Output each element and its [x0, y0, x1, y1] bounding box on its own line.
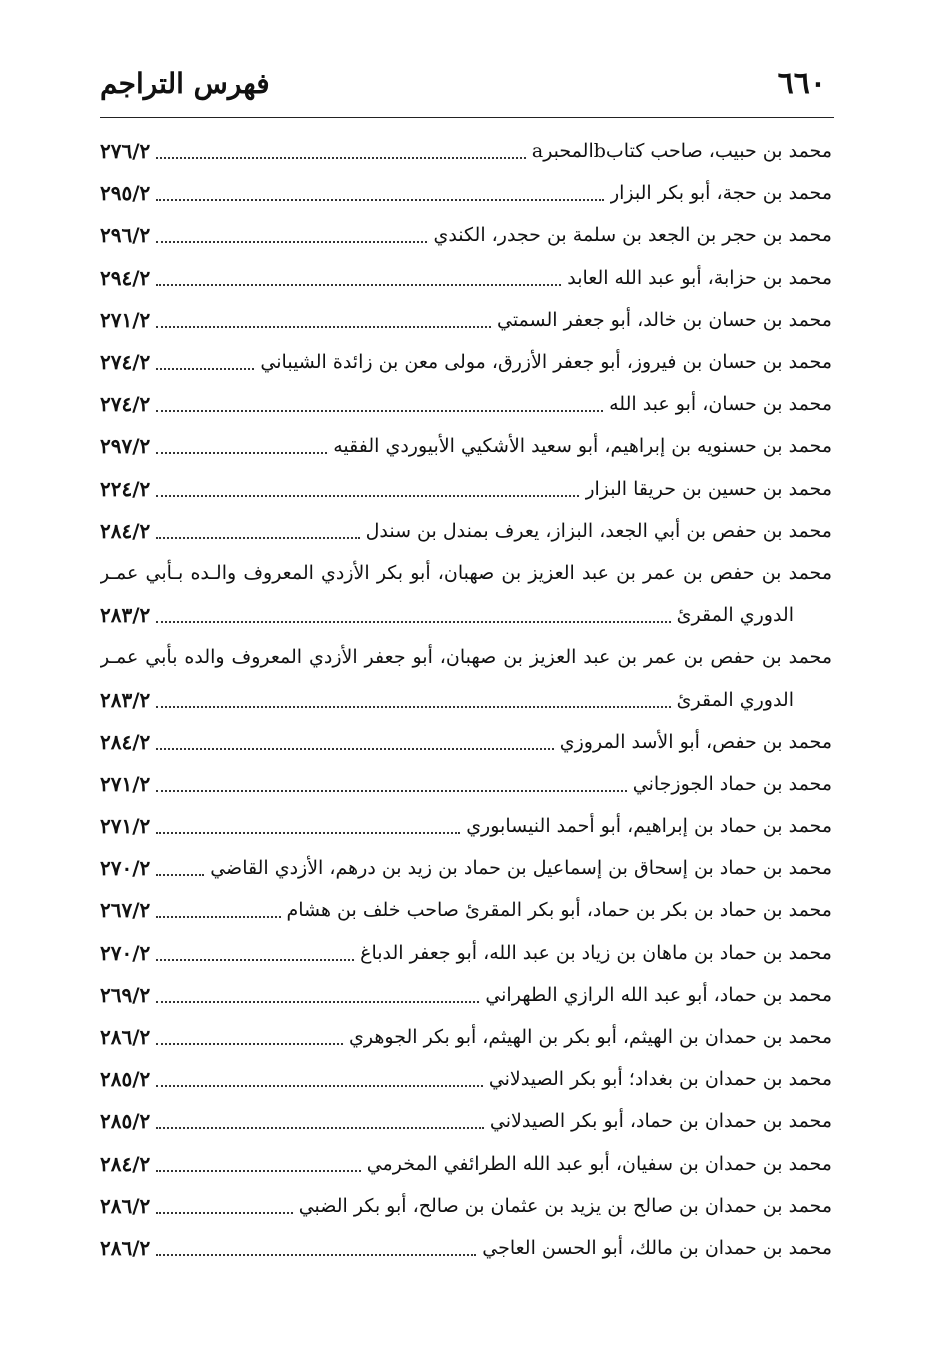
entry-name: محمد بن حجة، أبو بكر البزار	[609, 182, 832, 205]
index-entry	[100, 510, 832, 552]
page-header	[100, 58, 826, 108]
entry-name: محمد بن حمدان بن صالح بن يزيد بن عثمان بن صالح، أبو بكر الضبي	[298, 1194, 832, 1217]
entry-name: محمد بن حسان بن فيروز، أبو جعفر الأزرق، مولى معن بن زائدة الشيباني	[260, 351, 832, 374]
dot-leader	[156, 284, 561, 286]
dot-leader	[156, 326, 491, 328]
index-entry	[100, 805, 832, 847]
dot-leader	[156, 410, 603, 412]
index-entry	[100, 468, 832, 510]
index-entry	[100, 383, 832, 425]
index-entry	[100, 1058, 832, 1100]
volume-page-reference: ٢٦٧/٢	[100, 898, 151, 923]
volume-page-reference: ٢٨٦/٢	[100, 1193, 151, 1218]
entry-name: محمد بن حماد بن إبراهيم، أبو أحمد النيسابوري	[466, 815, 832, 838]
dot-leader	[156, 495, 579, 497]
dot-leader	[156, 959, 354, 961]
entry-name: محمد بن حسنويه بن إبراهيم، أبو سعيد الأشكيي الأبيوردي الفقيه	[333, 435, 832, 458]
index-entry	[100, 763, 832, 805]
volume-page-reference: ٢٩٥/٢	[100, 181, 151, 206]
index-entry	[100, 1143, 832, 1185]
entry-name: محمد بن حزابة، أبو عبد الله العابد	[567, 266, 832, 289]
index-entry	[100, 214, 832, 256]
dot-leader	[156, 1043, 343, 1045]
dot-leader	[156, 157, 526, 159]
volume-page-reference: ٢٧١/٢	[100, 771, 151, 796]
dot-leader	[156, 1254, 476, 1256]
index-entry	[100, 172, 832, 214]
entry-name: محمد بن حماد الجوزجاني	[632, 772, 832, 795]
index-entry	[100, 425, 832, 467]
entry-continuation	[100, 678, 832, 720]
index-entry	[100, 974, 832, 1016]
index-entry	[100, 341, 832, 383]
volume-page-reference: ٢٧٠/٢	[100, 940, 151, 965]
volume-page-reference: ٢٧٠/٢	[100, 856, 151, 881]
dot-leader	[156, 874, 204, 876]
volume-page-reference: ٢٩٤/٢	[100, 265, 151, 290]
index-entry	[100, 932, 832, 974]
volume-page-reference: ٢٩٦/٢	[100, 223, 151, 248]
volume-page-reference: ٢٢٤/٢	[100, 476, 151, 501]
index-entry	[100, 889, 832, 931]
volume-page-reference: ٢٨٥/٢	[100, 1109, 151, 1134]
dot-leader	[156, 706, 670, 708]
entry-name: محمد بن حماد بن بكر بن حماد، أبو بكر المقرئ صاحب خلف بن هشام	[286, 899, 832, 922]
entry-continuation	[100, 594, 832, 636]
entry-name: محمد بن حماد، أبو عبد الله الرازي الطهراني	[485, 983, 832, 1006]
entry-name: محمد بن حبيب، صاحب كتابbالمحبرa	[531, 140, 832, 163]
entry-name: محمد بن حفص بن أبي الجعد، البزاز، يعرف بمندل بن سندل	[365, 519, 832, 542]
dot-leader	[156, 452, 327, 454]
entry-name: محمد بن حسان بن خالد، أبو جعفر السمتي	[496, 308, 832, 331]
dot-leader	[156, 1127, 484, 1129]
entry-name-line2: الدوري المقرئ	[676, 688, 794, 711]
entry-name: محمد بن حسان، أبو عبد الله	[609, 393, 832, 416]
entry-name: محمد بن حمدان بن حماد، أبو بكر الصيدلاني	[489, 1110, 832, 1133]
volume-page-reference: ٢٧٤/٢	[100, 350, 151, 375]
index-entry	[100, 257, 832, 299]
volume-page-reference: ٢٨٤/٢	[100, 518, 151, 543]
index-entry	[100, 299, 832, 341]
volume-page-reference: ٢٧٤/٢	[100, 392, 151, 417]
dot-leader	[156, 916, 280, 918]
header-divider	[100, 117, 834, 118]
dot-leader	[156, 1170, 360, 1172]
volume-page-reference: ٢٩٧/٢	[100, 434, 151, 459]
entry-name: محمد بن حمدان بن الهيثم، أبو بكر بن الهيثم، أبو بكر الجوهري	[349, 1026, 832, 1049]
entry-name: محمد بن حماد بن ماهان بن زياد بن عبد الله، أبو جعفر الدباغ	[360, 941, 832, 964]
page-title: فهرس التراجم	[100, 66, 270, 100]
volume-page-reference: ٢٧١/٢	[100, 814, 151, 839]
dot-leader	[156, 537, 359, 539]
entry-name: محمد بن حسين بن حريقا البزار	[585, 477, 832, 500]
index-entry-multiline	[100, 552, 832, 636]
index-entry	[100, 1016, 832, 1058]
index-entry	[100, 1227, 832, 1269]
dot-leader	[156, 832, 460, 834]
dot-leader	[156, 621, 670, 623]
entry-name: محمد بن حمدان بن سفيان، أبو عبد الله الطرائفي المخرمي	[366, 1152, 832, 1175]
entry-name: محمد بن حمدان بن مالك، أبو الحسن العاجي	[482, 1236, 832, 1259]
index-entry	[100, 130, 832, 172]
entry-name-line2: الدوري المقرئ	[676, 604, 794, 627]
entry-name: محمد بن حماد بن إسحاق بن إسماعيل بن حماد بن زيد بن درهم، الأزدي القاضي	[210, 857, 832, 880]
entry-name-line1: محمد بن حفص بن عمر بن عبد العزيز بن صهبان، أبو جعفر الأزدي المعروف والده بأبي عمـر	[100, 646, 832, 669]
entry-name: محمد بن حمدان بن بغداد؛ أبو بكر الصيدلاني	[488, 1068, 832, 1091]
dot-leader	[156, 241, 427, 243]
volume-page-reference: ٢٨٥/٢	[100, 1067, 151, 1092]
dot-leader	[156, 199, 604, 201]
dot-leader	[156, 1001, 479, 1003]
index-entry	[100, 1185, 832, 1227]
volume-page-reference: ٢٧١/٢	[100, 307, 151, 332]
volume-page-reference: ٢٨٦/٢	[100, 1025, 151, 1050]
volume-page-reference: ٢٨٣/٢	[100, 603, 151, 628]
volume-page-reference: ٢٨٤/٢	[100, 729, 151, 754]
index-entry-multiline	[100, 636, 832, 720]
index-entry	[100, 1100, 832, 1142]
dot-leader	[156, 1085, 483, 1087]
volume-page-reference: ٢٨٦/٢	[100, 1235, 151, 1260]
entry-name: محمد بن حفص، أبو الأسد المروزي	[559, 730, 832, 753]
dot-leader	[156, 748, 553, 750]
volume-page-reference: ٢٧٦/٢	[100, 139, 151, 164]
biography-index-list	[100, 130, 832, 1269]
volume-page-reference: ٢٨٤/٢	[100, 1151, 151, 1176]
volume-page-reference: ٢٨٣/٢	[100, 687, 151, 712]
volume-page-reference: ٢٦٩/٢	[100, 982, 151, 1007]
index-entry	[100, 847, 832, 889]
entry-name-line1: محمد بن حفص بن عمر بن عبد العزيز بن صهبان، أبو بكر الأزدي المعروف والـده بـأبي عمـر	[100, 561, 832, 584]
index-entry	[100, 721, 832, 763]
entry-name: محمد بن حجر بن الجعد بن سلمة بن حجدر، الكندي	[433, 224, 832, 247]
dot-leader	[156, 790, 626, 792]
dot-leader	[156, 368, 254, 370]
dot-leader	[156, 1212, 292, 1214]
page-number: ٦٦٠	[777, 65, 826, 101]
